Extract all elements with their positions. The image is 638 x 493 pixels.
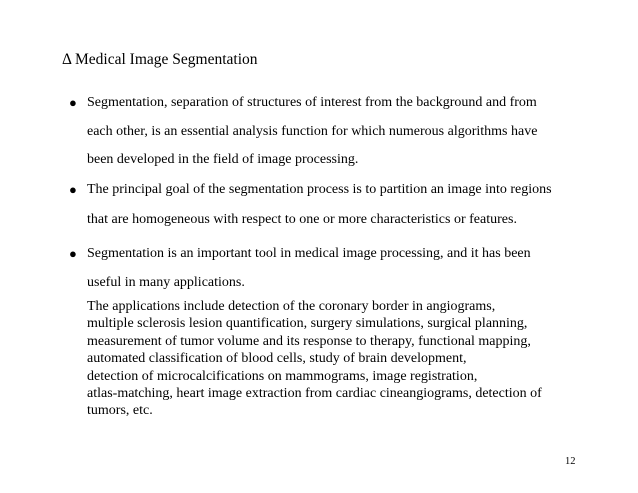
bullet-line: Segmentation is an important tool in medical image processing, and it has been xyxy=(87,246,531,261)
slide-heading xyxy=(62,51,258,69)
paragraph-line: multiple sclerosis lesion quantification, surgery simulations, surgical planning, xyxy=(87,316,528,332)
bullet-line: The principal goal of the segmentation process is to partition an image into regions xyxy=(87,182,552,197)
paragraph-line: automated classification of blood cells, study of brain development, xyxy=(87,351,467,367)
bullet-dot-icon: ● xyxy=(69,182,77,197)
bullet-line: useful in many applications. xyxy=(87,275,245,290)
bullet-line: each other, is an essential analysis function for which numerous algorithms have xyxy=(87,124,538,139)
bullet-line: Segmentation, separation of structures of interest from the background and from xyxy=(87,95,537,110)
paragraph-line: tumors, etc. xyxy=(87,403,153,419)
page-number: 12 xyxy=(565,456,576,467)
bullet-dot-icon: ● xyxy=(69,95,77,110)
slide-title: Medical Image Segmentation xyxy=(75,51,258,68)
paragraph-line: The applications include detection of the coronary border in angiograms, xyxy=(87,299,496,314)
bullet-line: that are homogeneous with respect to one or more characteristics or features. xyxy=(87,212,517,227)
paragraph-line: detection of microcalcifications on mammograms, image registration, xyxy=(87,368,478,384)
bullet-line: been developed in the field of image processing. xyxy=(87,152,359,167)
applications-paragraph xyxy=(87,298,542,420)
delta-symbol: Δ xyxy=(62,51,72,68)
paragraph-line: measurement of tumor volume and its response to therapy, functional mapping, xyxy=(87,333,531,349)
bullet-dot-icon: ● xyxy=(69,246,77,261)
paragraph-line: atlas-matching, heart image extraction from cardiac cineangiograms, detection of xyxy=(87,386,542,402)
